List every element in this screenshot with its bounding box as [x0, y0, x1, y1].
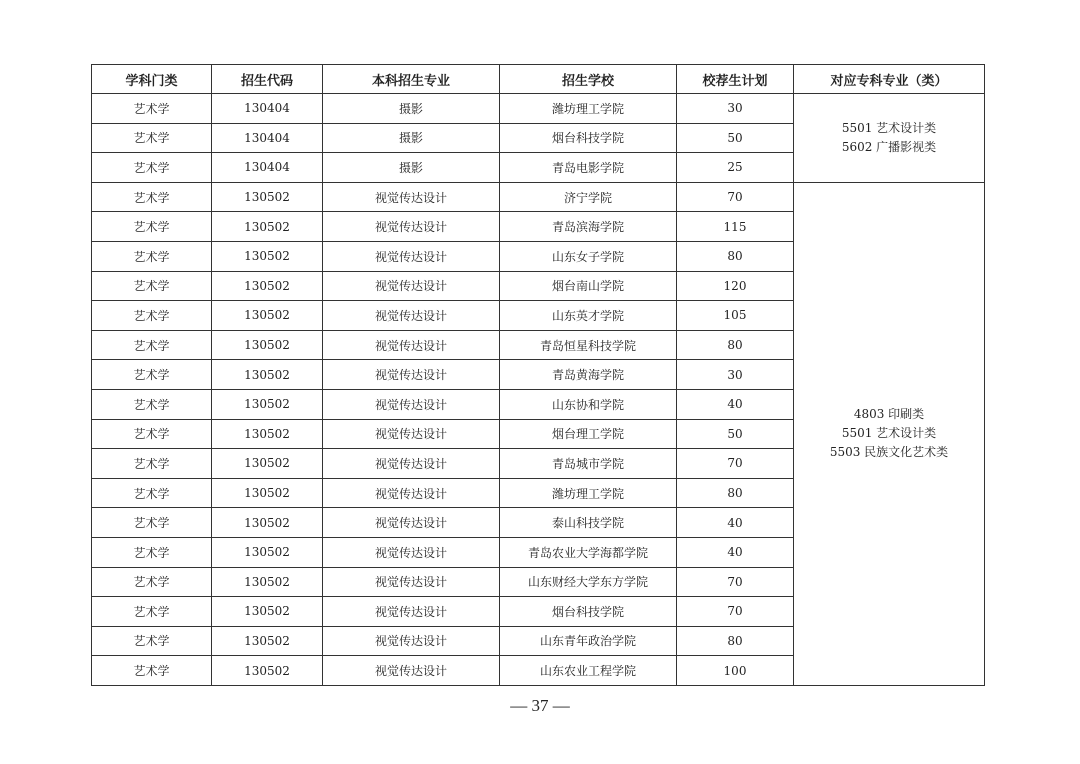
discipline-cell: 艺术学	[92, 182, 212, 212]
code-cell: 130502	[212, 656, 323, 686]
discipline-cell: 艺术学	[92, 123, 212, 153]
code-cell: 130404	[212, 123, 323, 153]
code-cell: 130502	[212, 478, 323, 508]
related-majors-cell	[794, 182, 985, 685]
related-major-item: 5501 艺术设计类	[841, 426, 937, 441]
discipline-cell: 艺术学	[92, 449, 212, 479]
discipline-cell: 艺术学	[92, 597, 212, 627]
plan-cell: 40	[677, 537, 794, 567]
school-cell: 烟台南山学院	[500, 271, 677, 301]
major-cell: 摄影	[323, 153, 500, 183]
related-majors-cell	[794, 94, 985, 183]
plan-cell: 105	[677, 301, 794, 331]
code-cell: 130502	[212, 182, 323, 212]
code-cell: 130404	[212, 94, 323, 124]
plan-cell: 100	[677, 656, 794, 686]
major-cell: 视觉传达设计	[323, 537, 500, 567]
discipline-cell: 艺术学	[92, 626, 212, 656]
major-cell: 视觉传达设计	[323, 597, 500, 627]
plan-cell: 70	[677, 182, 794, 212]
discipline-cell: 艺术学	[92, 389, 212, 419]
discipline-cell: 艺术学	[92, 301, 212, 331]
school-cell: 烟台科技学院	[500, 123, 677, 153]
plan-cell: 80	[677, 241, 794, 271]
school-cell: 山东协和学院	[500, 389, 677, 419]
school-cell: 山东英才学院	[500, 301, 677, 331]
major-cell: 视觉传达设计	[323, 271, 500, 301]
header-row	[92, 65, 985, 94]
school-cell: 青岛滨海学院	[500, 212, 677, 242]
school-cell: 青岛恒星科技学院	[500, 330, 677, 360]
header-discipline: 学科门类	[92, 65, 212, 94]
code-cell: 130502	[212, 449, 323, 479]
code-cell: 130502	[212, 330, 323, 360]
code-cell: 130502	[212, 597, 323, 627]
plan-cell: 50	[677, 123, 794, 153]
school-cell: 潍坊理工学院	[500, 478, 677, 508]
plan-cell: 40	[677, 389, 794, 419]
discipline-cell: 艺术学	[92, 567, 212, 597]
school-cell: 潍坊理工学院	[500, 94, 677, 124]
discipline-cell: 艺术学	[92, 419, 212, 449]
plan-cell: 80	[677, 478, 794, 508]
school-cell: 济宁学院	[500, 182, 677, 212]
major-cell: 视觉传达设计	[323, 301, 500, 331]
code-cell: 130502	[212, 626, 323, 656]
header-plan: 校荐生计划	[677, 65, 794, 94]
major-cell: 视觉传达设计	[323, 508, 500, 538]
plan-cell: 70	[677, 597, 794, 627]
school-cell: 山东农业工程学院	[500, 656, 677, 686]
code-cell: 130502	[212, 241, 323, 271]
major-cell: 视觉传达设计	[323, 567, 500, 597]
discipline-cell: 艺术学	[92, 330, 212, 360]
school-cell: 泰山科技学院	[500, 508, 677, 538]
discipline-cell: 艺术学	[92, 241, 212, 271]
discipline-cell: 艺术学	[92, 212, 212, 242]
plan-cell: 80	[677, 330, 794, 360]
school-cell: 青岛黄海学院	[500, 360, 677, 390]
school-cell: 青岛农业大学海都学院	[500, 537, 677, 567]
code-cell: 130502	[212, 567, 323, 597]
major-cell: 视觉传达设计	[323, 330, 500, 360]
plan-cell: 120	[677, 271, 794, 301]
header-code: 招生代码	[212, 65, 323, 94]
major-cell: 视觉传达设计	[323, 360, 500, 390]
plan-cell: 70	[677, 449, 794, 479]
related-major-item: 5501 艺术设计类	[841, 120, 937, 135]
school-cell: 山东女子学院	[500, 241, 677, 271]
school-cell: 烟台理工学院	[500, 419, 677, 449]
discipline-cell: 艺术学	[92, 478, 212, 508]
header-related-majors: 对应专科专业（类）	[794, 65, 985, 94]
plan-cell: 50	[677, 419, 794, 449]
plan-cell: 115	[677, 212, 794, 242]
code-cell: 130502	[212, 360, 323, 390]
major-cell: 摄影	[323, 94, 500, 124]
table-body	[92, 94, 985, 686]
discipline-cell: 艺术学	[92, 537, 212, 567]
plan-cell: 30	[677, 94, 794, 124]
major-cell: 视觉传达设计	[323, 182, 500, 212]
school-cell: 青岛电影学院	[500, 153, 677, 183]
major-cell: 摄影	[323, 123, 500, 153]
school-cell: 山东青年政治学院	[500, 626, 677, 656]
school-cell: 烟台科技学院	[500, 597, 677, 627]
discipline-cell: 艺术学	[92, 360, 212, 390]
discipline-cell: 艺术学	[92, 508, 212, 538]
code-cell: 130404	[212, 153, 323, 183]
code-cell: 130502	[212, 508, 323, 538]
code-cell: 130502	[212, 389, 323, 419]
header-school: 招生学校	[500, 65, 677, 94]
plan-cell: 70	[677, 567, 794, 597]
code-cell: 130502	[212, 212, 323, 242]
discipline-cell: 艺术学	[92, 153, 212, 183]
plan-cell: 30	[677, 360, 794, 390]
header-major: 本科招生专业	[323, 65, 500, 94]
major-cell: 视觉传达设计	[323, 241, 500, 271]
code-cell: 130502	[212, 271, 323, 301]
plan-cell: 40	[677, 508, 794, 538]
table-row	[92, 94, 985, 124]
page-number: — 37 —	[510, 696, 570, 715]
code-cell: 130502	[212, 419, 323, 449]
enrollment-table	[91, 64, 985, 686]
major-cell: 视觉传达设计	[323, 626, 500, 656]
code-cell: 130502	[212, 537, 323, 567]
major-cell: 视觉传达设计	[323, 478, 500, 508]
table-row	[92, 182, 985, 212]
major-cell: 视觉传达设计	[323, 212, 500, 242]
discipline-cell: 艺术学	[92, 94, 212, 124]
major-cell: 视觉传达设计	[323, 449, 500, 479]
major-cell: 视觉传达设计	[323, 656, 500, 686]
major-cell: 视觉传达设计	[323, 389, 500, 419]
school-cell: 山东财经大学东方学院	[500, 567, 677, 597]
major-cell: 视觉传达设计	[323, 419, 500, 449]
school-cell: 青岛城市学院	[500, 449, 677, 479]
plan-cell: 25	[677, 153, 794, 183]
plan-cell: 80	[677, 626, 794, 656]
discipline-cell: 艺术学	[92, 656, 212, 686]
related-major-item: 4803 印刷类	[853, 407, 925, 422]
code-cell: 130502	[212, 301, 323, 331]
related-major-item: 5602 广播影视类	[841, 139, 937, 154]
discipline-cell: 艺术学	[92, 271, 212, 301]
related-major-item: 5503 民族文化艺术类	[829, 445, 949, 460]
